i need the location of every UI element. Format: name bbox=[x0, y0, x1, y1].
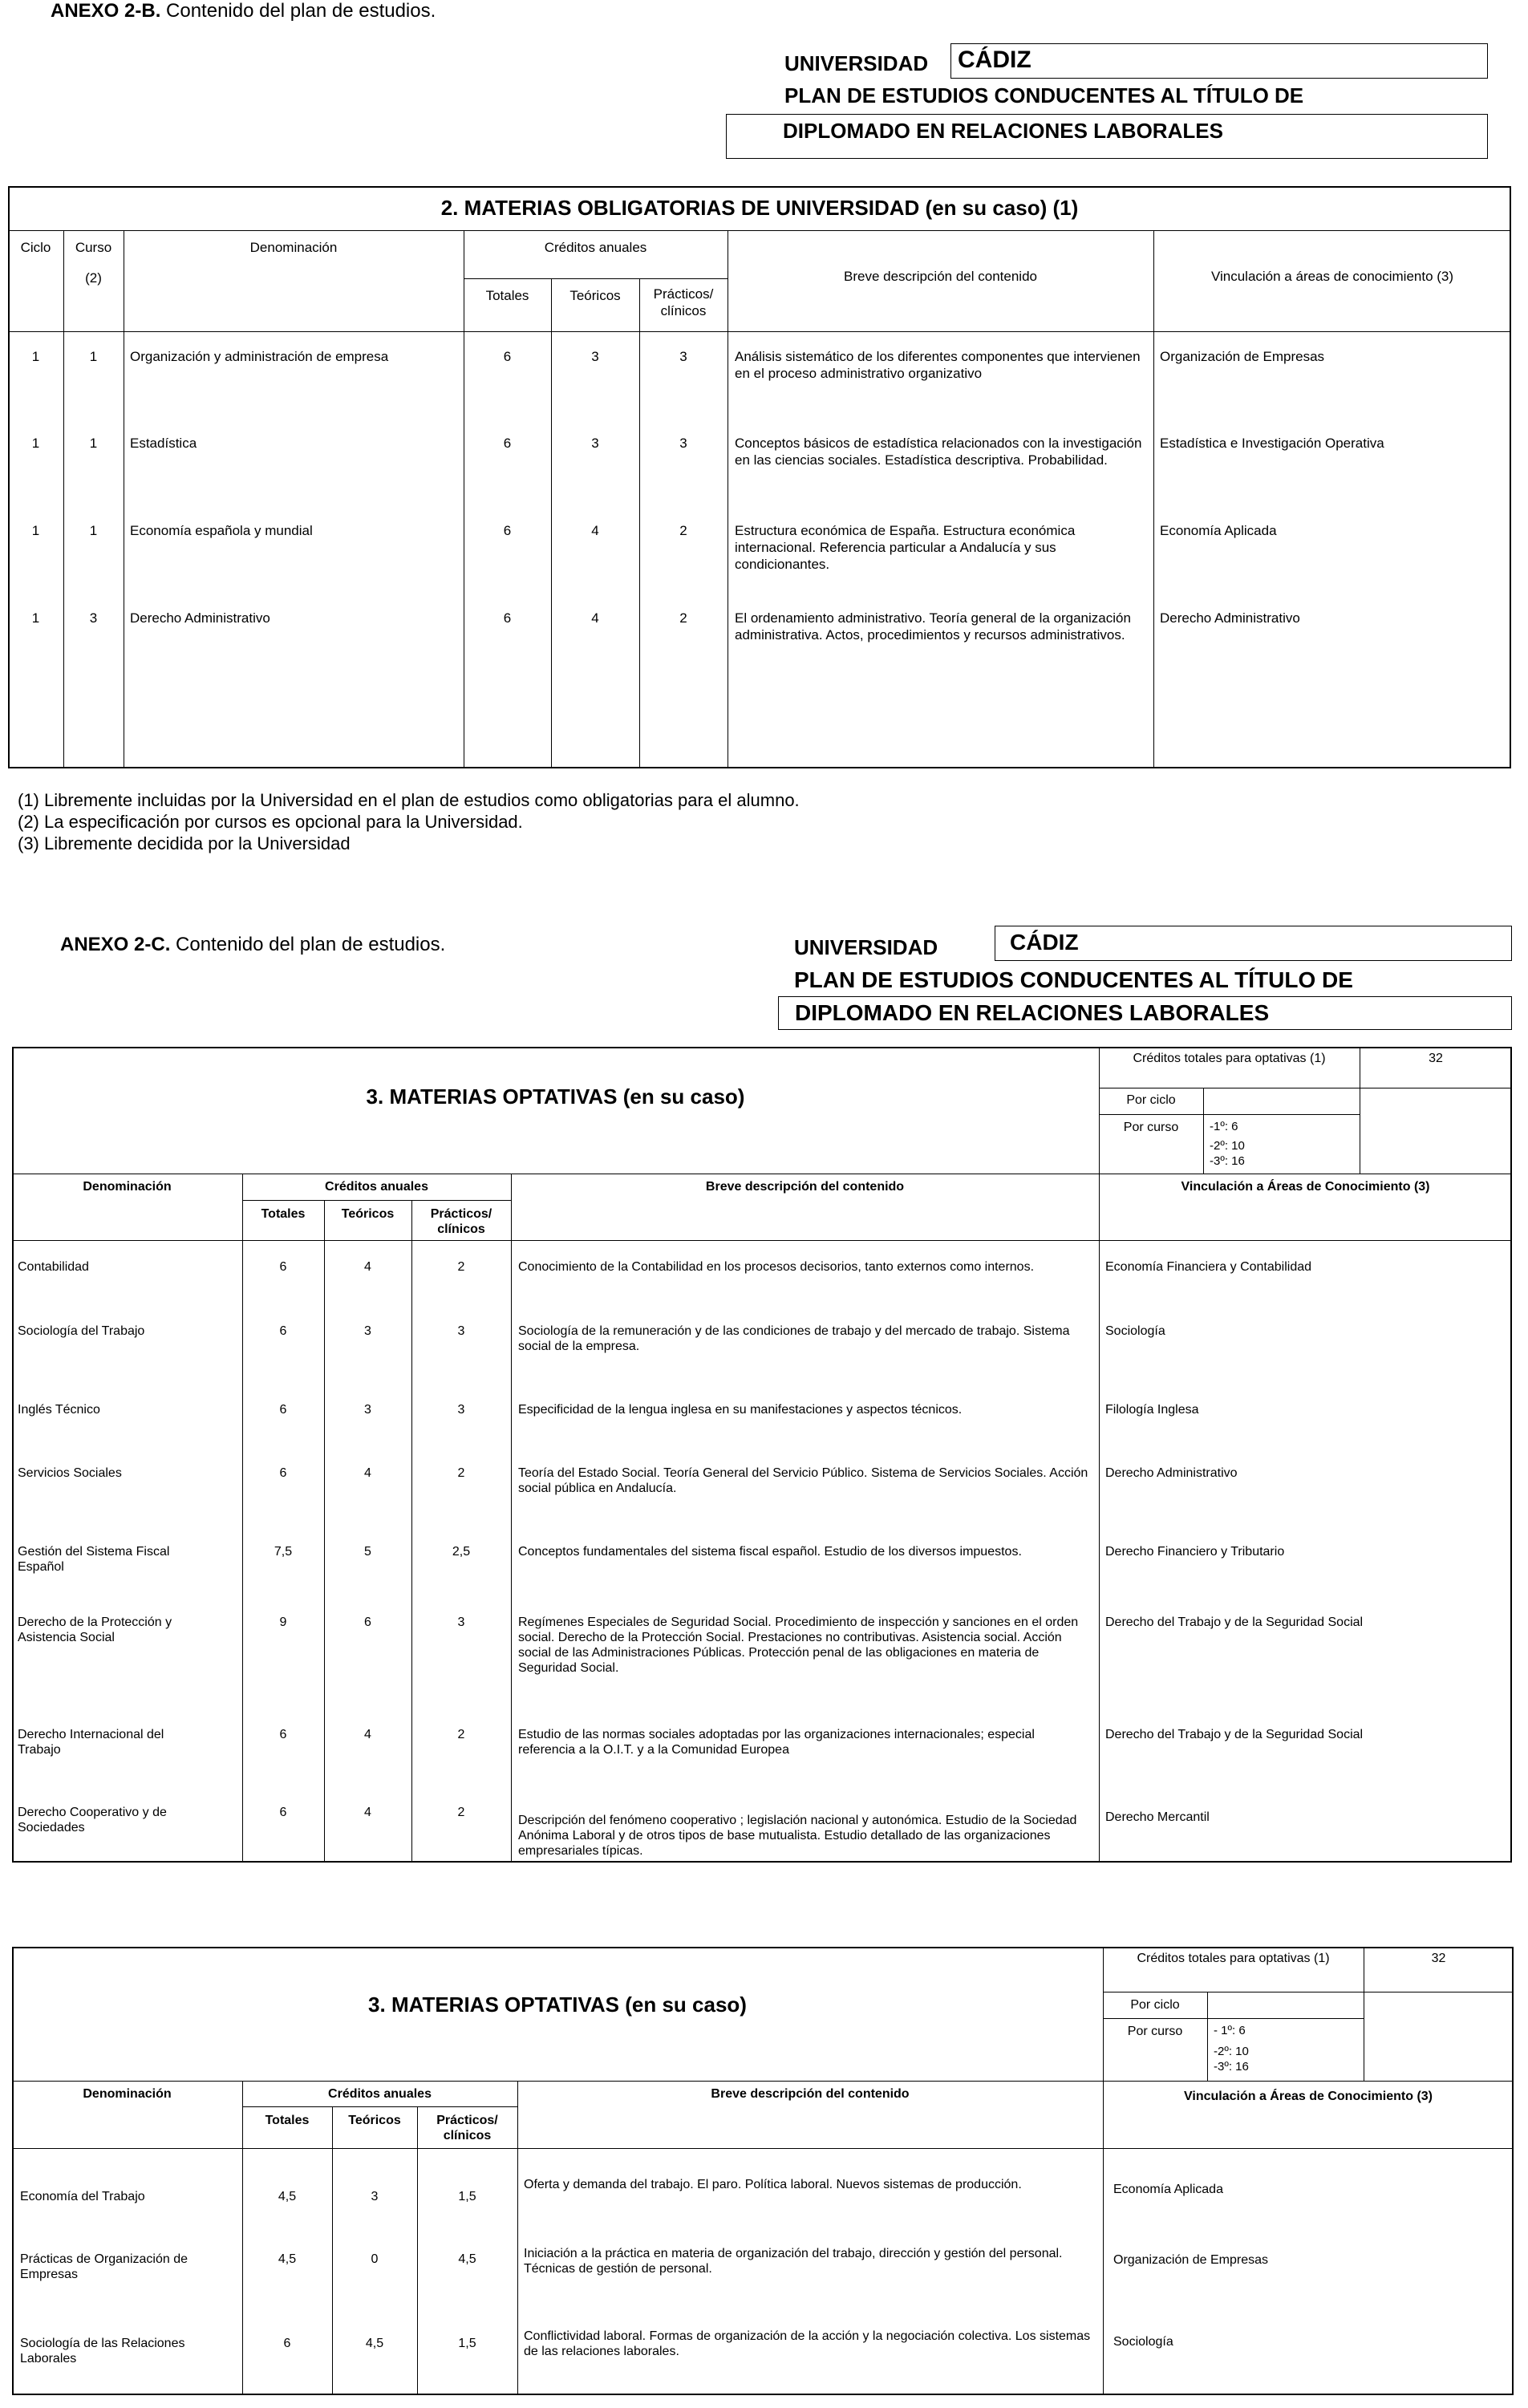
universidad-value: CÁDIZ bbox=[995, 926, 1512, 961]
row-teoricos: 3 bbox=[591, 349, 599, 364]
row-vinculacion: Economía Aplicada bbox=[1160, 523, 1277, 538]
header-totales: Totales bbox=[485, 288, 529, 303]
row-totales: 6 bbox=[283, 2337, 291, 2350]
diplomado-box bbox=[726, 114, 1488, 159]
row-denominacion: Economía del Trabajo bbox=[20, 2190, 145, 2203]
row-practicos: 2 bbox=[457, 1806, 465, 1819]
por-ciclo-label: Por ciclo bbox=[1126, 1093, 1176, 1107]
header-descripcion: Breve descripción del contenido bbox=[711, 2087, 910, 2101]
row-vinculacion: Organización de Empresas bbox=[1160, 349, 1325, 364]
row-descripcion: Conflictividad laboral. Formas de organización de la acción y la negociación colectiva. Los sistemas de las relaciones laborales. bbox=[524, 2329, 1091, 2358]
row-totales: 7,5 bbox=[274, 1545, 293, 1559]
row-practicos: 3 bbox=[457, 1615, 465, 1629]
row-denominacion: Derecho Cooperativo y de Sociedades bbox=[18, 1806, 167, 1834]
header-totales: Totales bbox=[265, 2114, 310, 2127]
row-vinculacion: Derecho del Trabajo y de la Seguridad Social bbox=[1105, 1728, 1364, 1741]
row-practicos: 2,5 bbox=[452, 1545, 471, 1559]
row-descripcion: Análisis sistemático de los diferentes componentes que intervienen en el proceso administrativo organizativo bbox=[735, 349, 1141, 381]
row-vinculacion: Derecho Mercantil bbox=[1105, 1810, 1210, 1824]
row-vinculacion: Derecho del Trabajo y de la Seguridad Social bbox=[1105, 1615, 1364, 1629]
row-practicos: 2 bbox=[679, 610, 687, 626]
header-practicos: Prácticos/ clínicos bbox=[436, 2114, 498, 2142]
row-descripcion: Conceptos fundamentales del sistema fiscal español. Estudio de los diversos impuestos. bbox=[518, 1545, 1022, 1559]
row-curso: 1 bbox=[89, 349, 98, 364]
header-creditos: Créditos anuales bbox=[325, 1180, 428, 1194]
row-descripcion: Estudio de las normas sociales adoptadas por las organizaciones internacionales; especial referencia a la O.I.T. y a la Comunidad Europea bbox=[518, 1728, 1035, 1757]
row-totales: 6 bbox=[279, 1403, 287, 1417]
optativas-title: 3. MATERIAS OPTATIVAS (en su caso) bbox=[368, 1992, 747, 2017]
row-totales: 9 bbox=[279, 1615, 287, 1629]
row-teoricos: 3 bbox=[371, 2190, 379, 2203]
footnote-1: (1) Libremente incluidas por la Universidad en el plan de estudios como obligatorias para el alumno. bbox=[18, 790, 800, 810]
row-teoricos: 4 bbox=[364, 1806, 371, 1819]
row-totales: 6 bbox=[279, 1806, 287, 1819]
row-teoricos: 3 bbox=[364, 1324, 371, 1338]
header-descripcion: Breve descripción del contenido bbox=[705, 1180, 905, 1194]
row-practicos: 2 bbox=[457, 1466, 465, 1480]
header-teoricos: Teóricos bbox=[348, 2114, 401, 2127]
row-denominacion: Sociología de las Relaciones Laborales bbox=[20, 2337, 185, 2365]
row-vinculacion: Derecho Financiero y Tributario bbox=[1105, 1545, 1285, 1559]
row-descripcion: Teoría del Estado Social. Teoría General del Servicio Público. Sistema de Servicios Sociales. Acción social pública en Andalucía. bbox=[518, 1466, 1088, 1495]
header-practicos: Prácticos/ clínicos bbox=[653, 286, 714, 318]
header-vinculacion: Vinculación a Áreas de Conocimiento (3) bbox=[1184, 2090, 1433, 2103]
plan-title: PLAN DE ESTUDIOS CONDUCENTES AL TÍTULO DE bbox=[784, 83, 1304, 107]
row-denominacion: Gestión del Sistema Fiscal Español bbox=[18, 1545, 170, 1574]
row-totales: 6 bbox=[279, 1728, 287, 1741]
por-curso-1: - 1º: 6 bbox=[1214, 2024, 1246, 2037]
row-denominacion: Prácticas de Organización de Empresas bbox=[20, 2252, 188, 2281]
creditos-totales-value: 32 bbox=[1429, 1052, 1443, 1065]
row-ciclo: 1 bbox=[31, 610, 40, 626]
header-denominacion: Denominación bbox=[249, 240, 338, 255]
header-creditos: Créditos anuales bbox=[544, 240, 647, 255]
por-curso-2: -2º: 10 bbox=[1210, 1139, 1245, 1153]
diplomado-box bbox=[778, 996, 1512, 1030]
row-vinculacion: Economía Aplicada bbox=[1113, 2183, 1223, 2196]
creditos-totales-value: 32 bbox=[1431, 1952, 1446, 1965]
header-teoricos: Teóricos bbox=[569, 288, 621, 303]
row-descripcion: Regímenes Especiales de Seguridad Social. Procedimiento de inspección y sanciones en el orden social. Derecho de la Protección Social. Prestaciones no contributivas. Asistencia social. Acción social de las Administraciones Públicas. Protección penal de las obligaciones en materia de Seguridad Social. bbox=[518, 1615, 1079, 1675]
header-creditos: Créditos anuales bbox=[328, 2087, 432, 2101]
header-vinculacion: Vinculación a Áreas de Conocimiento (3) bbox=[1181, 1180, 1430, 1194]
row-teoricos: 4 bbox=[364, 1466, 371, 1480]
row-descripcion: Estructura económica de España. Estructura económica internacional. Referencia particular a Andalucía y sus condicionantes. bbox=[735, 523, 1076, 572]
universidad-value: CÁDIZ bbox=[950, 43, 1488, 79]
por-curso-3: -3º: 16 bbox=[1210, 1154, 1245, 1168]
row-practicos: 2 bbox=[457, 1728, 465, 1741]
row-descripcion: Descripción del fenómeno cooperativo ; legislación nacional y autonómica. Estudio de la Sociedad Anónima Laboral y de otros tipos de base mutualista. Estudio detallado de las organizaciones empresariales típicas. bbox=[518, 1814, 1077, 1858]
row-totales: 6 bbox=[279, 1466, 287, 1480]
row-curso: 1 bbox=[89, 436, 98, 451]
row-vinculacion: Derecho Administrativo bbox=[1105, 1466, 1238, 1480]
row-teoricos: 6 bbox=[364, 1615, 371, 1629]
row-teoricos: 0 bbox=[371, 2252, 379, 2266]
row-practicos: 4,5 bbox=[458, 2252, 476, 2266]
por-curso-1: -1º: 6 bbox=[1210, 1120, 1238, 1133]
row-teoricos: 4 bbox=[364, 1728, 371, 1741]
por-curso-label: Por curso bbox=[1127, 2025, 1183, 2038]
header-ciclo: Ciclo bbox=[20, 240, 51, 255]
row-denominacion: Economía española y mundial bbox=[130, 523, 313, 538]
row-ciclo: 1 bbox=[31, 436, 40, 451]
table-b-title: 2. MATERIAS OBLIGATORIAS DE UNIVERSIDAD (en su caso) (1) bbox=[440, 196, 1079, 220]
row-totales: 4,5 bbox=[278, 2190, 297, 2203]
por-curso-label: Por curso bbox=[1123, 1121, 1179, 1134]
por-curso-3: -3º: 16 bbox=[1214, 2060, 1249, 2074]
row-practicos: 3 bbox=[457, 1324, 465, 1338]
por-curso-2: -2º: 10 bbox=[1214, 2045, 1249, 2058]
row-vinculacion: Sociología bbox=[1113, 2335, 1173, 2349]
row-practicos: 3 bbox=[457, 1403, 465, 1417]
row-curso: 3 bbox=[89, 610, 98, 626]
creditos-totales-label: Créditos totales para optativas (1) bbox=[1137, 1952, 1330, 1965]
header-denominacion: Denominación bbox=[83, 2087, 172, 2101]
row-descripcion: El ordenamiento administrativo. Teoría general de la organización administrativa. Actos, procedimientos y recursos administrativos. bbox=[735, 610, 1131, 643]
row-practicos: 3 bbox=[679, 436, 687, 451]
row-vinculacion: Estadística e Investigación Operativa bbox=[1160, 436, 1384, 451]
row-denominacion: Organización y administración de empresa bbox=[130, 349, 389, 364]
optativas-title: 3. MATERIAS OPTATIVAS (en su caso) bbox=[366, 1084, 745, 1109]
row-ciclo: 1 bbox=[31, 523, 40, 538]
row-descripcion: Sociología de la remuneración y de las condiciones de trabajo y del mercado de trabajo. Sistema social de la empresa. bbox=[518, 1324, 1070, 1353]
plan-title: PLAN DE ESTUDIOS CONDUCENTES AL TÍTULO DE bbox=[794, 967, 1353, 992]
row-totales: 6 bbox=[503, 610, 512, 626]
row-totales: 6 bbox=[503, 349, 512, 364]
footnote-2: (2) La especificación por cursos es opcional para la Universidad. bbox=[18, 812, 523, 832]
anexo-c-title: ANEXO 2-C. Contenido del plan de estudios. bbox=[60, 934, 446, 955]
row-totales: 6 bbox=[279, 1324, 287, 1338]
header-vinculacion: Vinculación a áreas de conocimiento (3) bbox=[1210, 269, 1454, 284]
row-teoricos: 3 bbox=[591, 436, 599, 451]
row-totales: 6 bbox=[279, 1260, 287, 1274]
header-denominacion: Denominación bbox=[83, 1180, 172, 1194]
row-denominacion: Derecho Internacional del Trabajo bbox=[18, 1728, 164, 1757]
row-practicos: 3 bbox=[679, 349, 687, 364]
row-practicos: 2 bbox=[679, 523, 687, 538]
row-totales: 6 bbox=[503, 436, 512, 451]
row-teoricos: 5 bbox=[364, 1545, 371, 1559]
universidad-label: UNIVERSIDAD bbox=[784, 51, 929, 75]
header-curso: Curso bbox=[75, 240, 112, 255]
header-curso-note: (2) bbox=[85, 270, 102, 286]
row-descripcion: Conocimiento de la Contabilidad en los procesos decisorios, tanto externos como internos. bbox=[518, 1260, 1035, 1274]
row-denominacion: Inglés Técnico bbox=[18, 1403, 100, 1417]
diplomado-text: DIPLOMADO EN RELACIONES LABORALES bbox=[795, 1000, 1270, 1025]
por-ciclo-label: Por ciclo bbox=[1130, 1998, 1180, 2012]
row-practicos: 1,5 bbox=[458, 2337, 476, 2350]
row-ciclo: 1 bbox=[31, 349, 40, 364]
row-descripcion: Conceptos básicos de estadística relacionados con la investigación en las ciencias sociales. Estadística descriptiva. Probabilidad. bbox=[735, 436, 1142, 468]
row-vinculacion: Economía Financiera y Contabilidad bbox=[1105, 1260, 1312, 1274]
universidad-label: UNIVERSIDAD bbox=[794, 935, 938, 959]
row-totales: 6 bbox=[503, 523, 512, 538]
row-descripcion: Especificidad de la lengua inglesa en su manifestaciones y aspectos técnicos. bbox=[518, 1403, 963, 1417]
header-teoricos: Teóricos bbox=[341, 1207, 395, 1221]
header-descripcion: Breve descripción del contenido bbox=[844, 269, 1037, 284]
row-teoricos: 3 bbox=[364, 1403, 371, 1417]
row-teoricos: 4 bbox=[591, 523, 599, 538]
row-descripcion: Oferta y demanda del trabajo. El paro. Política laboral. Nuevos sistemas de producción. bbox=[524, 2178, 1022, 2191]
header-practicos: Prácticos/ clínicos bbox=[430, 1207, 492, 1236]
row-descripcion: Iniciación a la práctica en materia de organización del trabajo, dirección y gestión del personal. Técnicas de gestión de personal. bbox=[524, 2247, 1063, 2276]
row-vinculacion: Sociología bbox=[1105, 1324, 1165, 1338]
anexo-b-title: ANEXO 2-B. Contenido del plan de estudios. bbox=[51, 0, 436, 22]
row-teoricos: 4 bbox=[364, 1260, 371, 1274]
row-denominacion: Derecho de la Protección y Asistencia Social bbox=[18, 1615, 172, 1644]
diplomado-text: DIPLOMADO EN RELACIONES LABORALES bbox=[783, 119, 1223, 143]
footnote-3: (3) Libremente decidida por la Universidad bbox=[18, 833, 351, 853]
row-teoricos: 4,5 bbox=[365, 2337, 384, 2350]
row-totales: 4,5 bbox=[278, 2252, 297, 2266]
row-vinculacion: Organización de Empresas bbox=[1113, 2253, 1268, 2267]
row-denominacion: Sociología del Trabajo bbox=[18, 1324, 145, 1338]
row-denominacion: Servicios Sociales bbox=[18, 1466, 122, 1480]
row-curso: 1 bbox=[89, 523, 98, 538]
row-teoricos: 4 bbox=[591, 610, 599, 626]
row-practicos: 2 bbox=[457, 1260, 465, 1274]
row-denominacion: Contabilidad bbox=[18, 1260, 89, 1274]
row-vinculacion: Derecho Administrativo bbox=[1160, 610, 1300, 626]
row-practicos: 1,5 bbox=[458, 2190, 476, 2203]
row-denominacion: Estadística bbox=[130, 436, 197, 451]
header-totales: Totales bbox=[261, 1207, 306, 1221]
row-denominacion: Derecho Administrativo bbox=[130, 610, 270, 626]
creditos-totales-label: Créditos totales para optativas (1) bbox=[1133, 1052, 1326, 1065]
row-vinculacion: Filología Inglesa bbox=[1105, 1403, 1199, 1417]
